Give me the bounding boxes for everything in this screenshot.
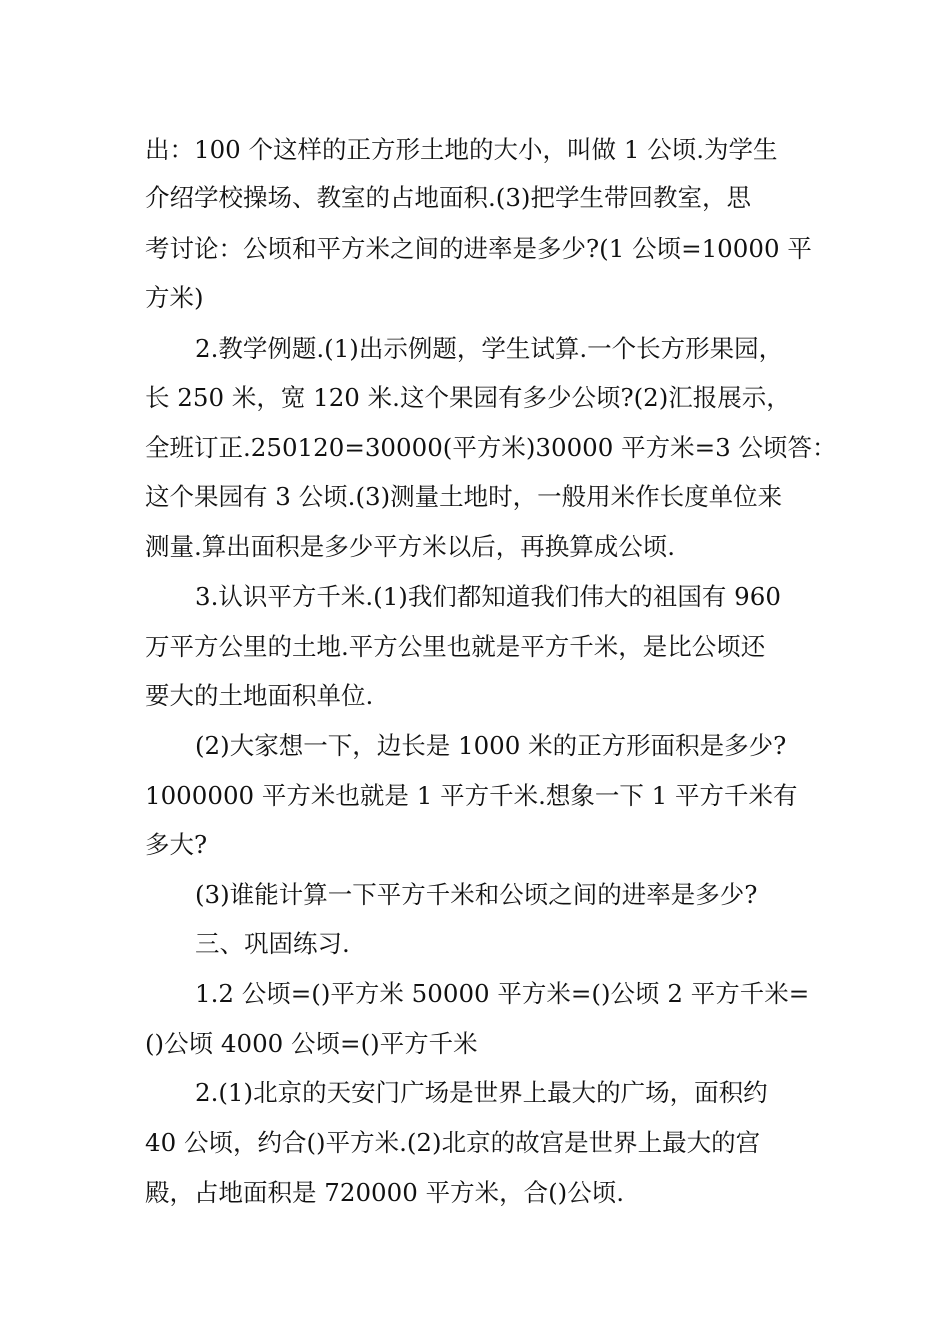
text-line: 全班订正.250120=30000(平方米)30000 平方米=3 公顷答： xyxy=(145,433,837,462)
text-line: 40 公顷，约合()平方米.(2)北京的故宫是世界上最大的宫 xyxy=(145,1128,761,1157)
text-line: 方米) xyxy=(145,283,204,312)
text-line: ()公顷 4000 公顷=()平方千米 xyxy=(145,1029,478,1058)
text-line: 要大的土地面积单位. xyxy=(145,681,374,710)
text-line: 1.2 公顷=()平方米 50000 平方米=()公顷 2 平方千米= xyxy=(195,979,810,1008)
text-line: 万平方公里的土地.平方公里也就是平方千米，是比公顷还 xyxy=(145,632,766,661)
text-line: (3)谁能计算一下平方千米和公顷之间的进率是多少? xyxy=(195,880,758,909)
text-line: 这个果园有 3 公顷.(3)测量土地时，一般用米作长度单位来 xyxy=(145,482,783,511)
text-line: 介绍学校操场、教室的占地面积.(3)把学生带回教室，思 xyxy=(145,183,751,212)
text-line: 考讨论：公顷和平方米之间的进率是多少?(1 公顷=10000 平 xyxy=(145,234,812,263)
text-line: (2)大家想一下，边长是 1000 米的正方形面积是多少? xyxy=(195,731,787,760)
text-line: 2.(1)北京的天安门广场是世界上最大的广场，面积约 xyxy=(195,1078,768,1107)
text-line: 2.教学例题.(1)出示例题，学生试算.一个长方形果园， xyxy=(195,334,784,363)
text-line: 多大? xyxy=(145,830,208,859)
section-heading: 三、巩固练习. xyxy=(195,929,350,958)
text-line: 出：100 个这样的正方形土地的大小，叫做 1 公顷.为学生 xyxy=(145,135,778,164)
text-line: 殿，占地面积是 720000 平方米，合()公顷. xyxy=(145,1178,625,1207)
text-line: 3.认识平方千米.(1)我们都知道我们伟大的祖国有 960 xyxy=(195,582,781,611)
text-line: 长 250 米，宽 120 米.这个果园有多少公顷?(2)汇报展示， xyxy=(145,383,791,412)
text-line: 测量.算出面积是多少平方米以后，再换算成公顷. xyxy=(145,532,676,561)
text-line: 1000000 平方米也就是 1 平方千米.想象一下 1 平方千米有 xyxy=(145,781,798,810)
